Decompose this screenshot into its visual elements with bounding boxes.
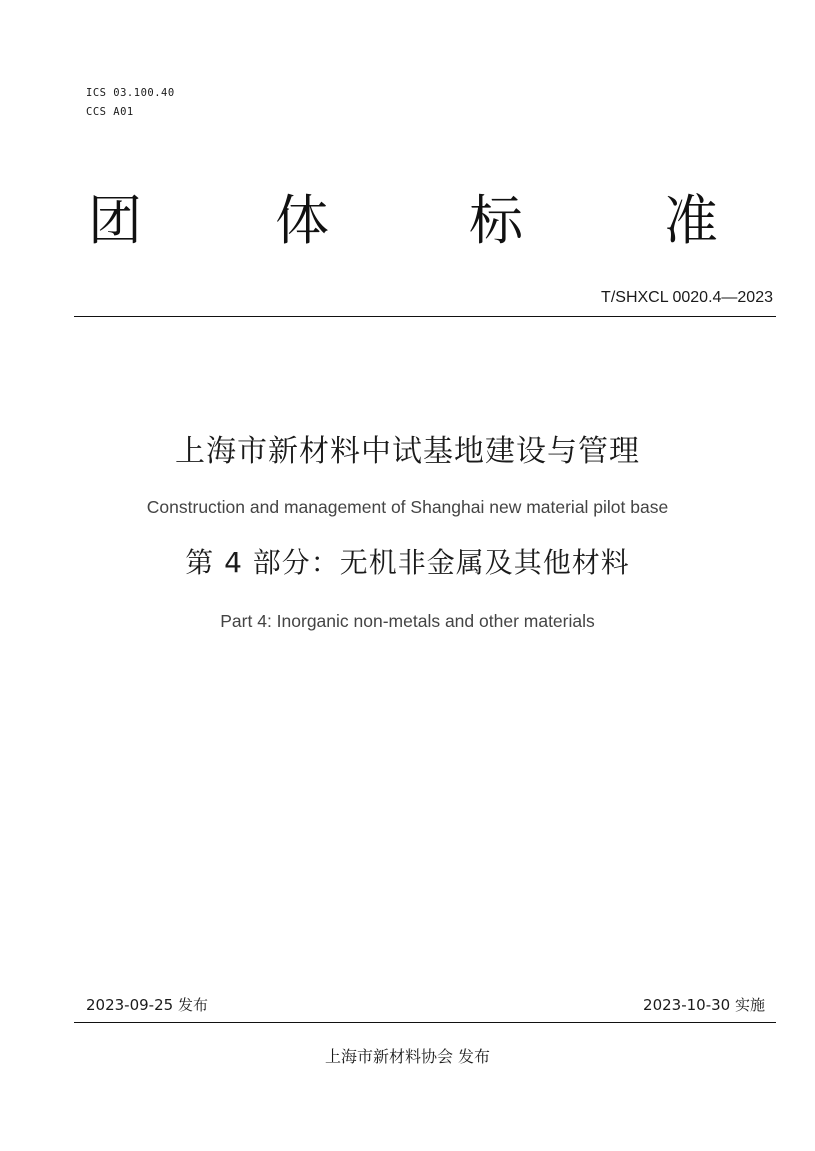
publisher: 上海市新材料协会 发布: [324, 1047, 491, 1066]
part-title-chinese: 第 4 部分：无机非金属及其他材料: [185, 546, 630, 579]
standard-type-heading: [0, 186, 815, 256]
standard-type-char: 准: [664, 189, 718, 252]
standard-number: T/SHXCL 0020.4—2023: [601, 289, 773, 306]
top-divider: [74, 316, 776, 317]
title-chinese: 上海市新材料中试基地建设与管理: [175, 434, 640, 469]
standard-type-char: 体: [275, 189, 329, 252]
standard-type-char: 团: [88, 189, 142, 252]
title-english: Construction and management of Shanghai new material pilot base: [146, 497, 669, 517]
part-title-english: Part 4: Inorganic non-metals and other materials: [220, 611, 595, 631]
bottom-divider: [74, 1022, 776, 1023]
standard-type-char: 标: [469, 189, 523, 252]
classification-codes: [86, 84, 175, 122]
ccs-code: CCS A01: [86, 106, 134, 118]
ics-code: ICS 03.100.40: [86, 87, 175, 99]
implement-date: 2023-10-30 实施: [643, 996, 765, 1014]
publish-date: 2023-09-25 发布: [86, 996, 208, 1014]
